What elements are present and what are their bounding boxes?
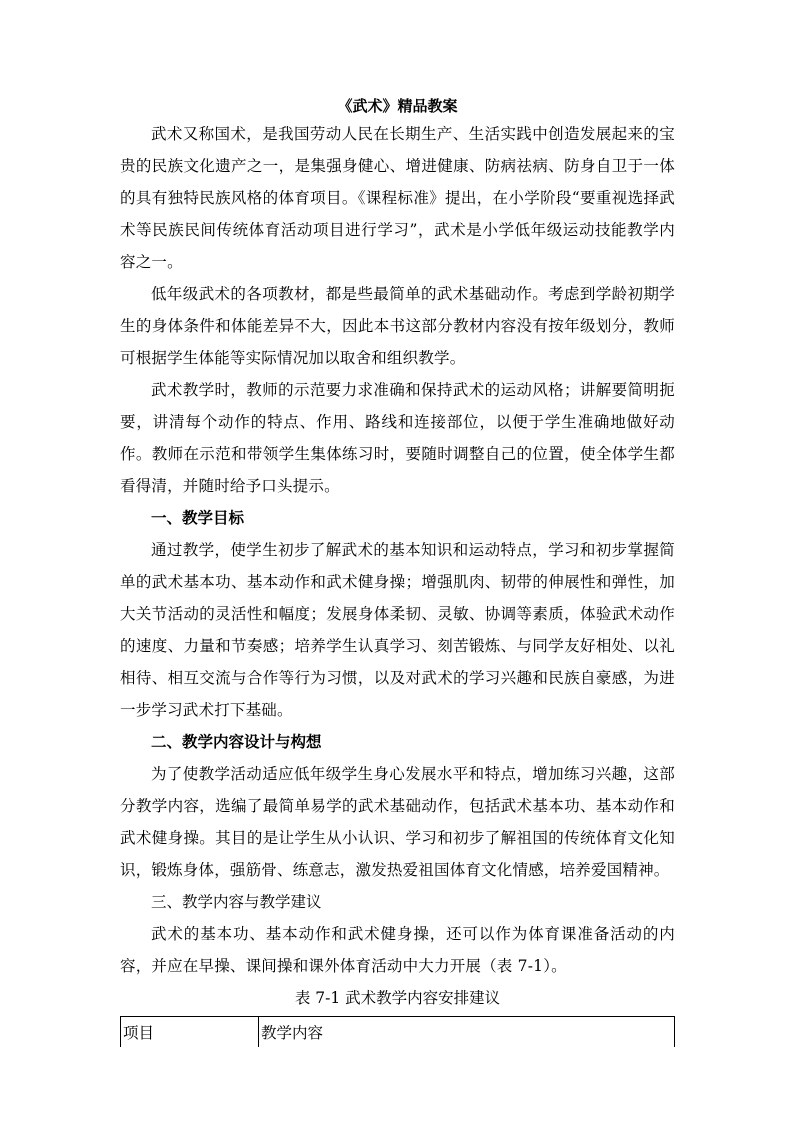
table-caption: 表 7-1 武术教学内容安排建议	[294, 989, 501, 1007]
intro-paragraph: 武术教学时，教师的示范要力求准确和保持武术的运动风格；讲解要简明扼要，讲清每个动作的特点、作用、路线和连接部位，以便于学生准确地做好动作。教师在示范和带领学生集体练习时，要随时调整自己的位置，使全体学生都看得清，并随时给予口头提示。	[120, 381, 675, 495]
document-page	[120, 94, 675, 1047]
table-header-cell: 项目	[121, 1017, 259, 1048]
section-paragraph-design: 为了使教学活动适应低年级学生身心发展水平和特点，增加练习兴趣，这部分教学内容，选编了最简单易学的武术基础动作，包括武术基本功、基本动作和武术健身操。其目的是让学生从小认识、学习和初步了解祖国的传统体育文化知识，锻炼身体，强筋骨、练意志，激发热爱祖国体育文化情感，培养爱国精神。	[120, 765, 675, 879]
section-heading-design: 二、教学内容设计与构想	[151, 732, 322, 751]
section-heading-goals: 一、教学目标	[151, 508, 245, 527]
table-header-cell: 教学内容	[259, 1017, 675, 1048]
section-heading-suggestions: 三、教学内容与教学建议	[151, 893, 322, 911]
intro-paragraph: 低年级武术的各项教材，都是些最简单的武术基础动作。考虑到学龄初期学生的身体条件和体能差异不大，因此本书这部分教材内容没有按年级划分，教师可根据学生体能等实际情况加以取舍和组织教学。	[120, 285, 675, 367]
section-paragraph-suggestions: 武术的基本功、基本动作和武术健身操，还可以作为体育课准备活动的内容，并应在早操、课间操和课外体育活动中大力开展（表 7-1）。	[120, 925, 675, 975]
content-plan-table	[120, 1016, 675, 1047]
table-header-row	[121, 1017, 675, 1048]
intro-paragraph: 武术又称国术，是我国劳动人民在长期生产、生活实践中创造发展起来的宝贵的民族文化遗产之一，是集强身健心、增进健康、防病祛病、防身自卫于一体的具有独特民族风格的体育项目。《课程标准》提出，在小学阶段“要重视选择武术等民族民间传统体育活动项目进行学习”，武术是小学低年级运动技能教学内容之一。	[120, 125, 675, 271]
section-paragraph-goals: 通过教学，使学生初步了解武术的基本知识和运动特点，学习和初步掌握简单的武术基本功、基本动作和武术健身操；增强肌肉、韧带的伸展性和弹性，加大关节活动的灵活性和幅度；发展身体柔韧、灵敏、协调等素质，体验武术动作的速度、力量和节奏感；培养学生认真学习、刻苦锻炼、与同学友好相处、以礼相待、相互交流与合作等行为习惯，以及对武术的学习兴趣和民族自豪感，为进一步学习武术打下基础。	[120, 541, 675, 719]
page-title: 《武术》精品教案	[337, 97, 458, 115]
